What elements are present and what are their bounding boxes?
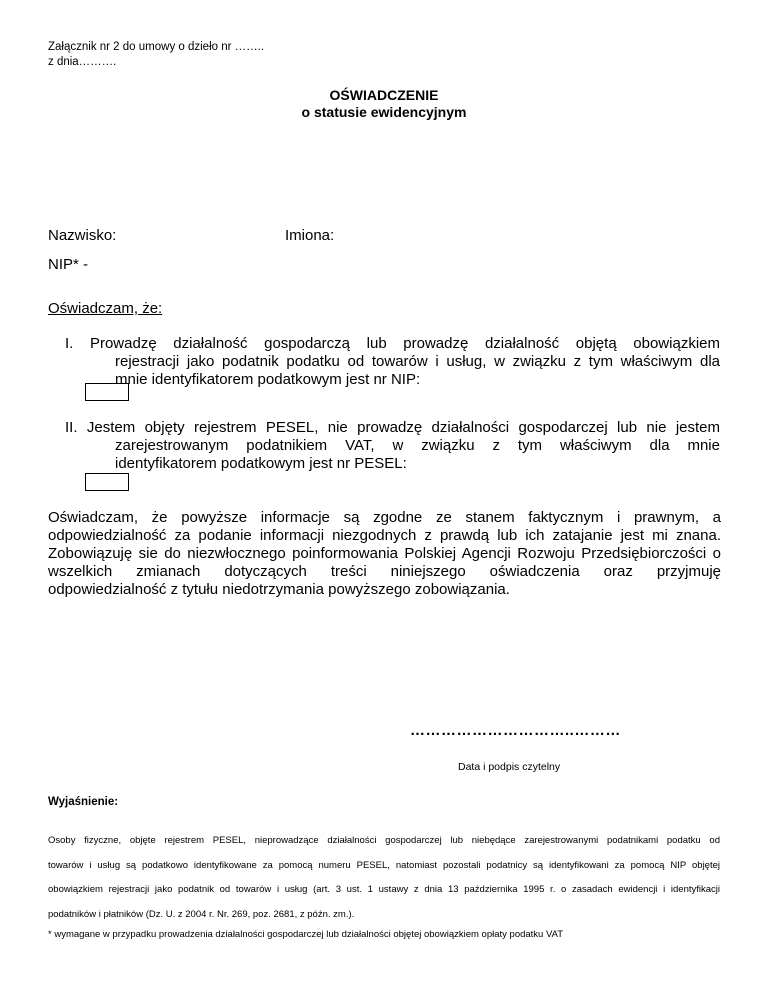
option-pesel (65, 419, 720, 473)
statement-line: Oświadczam, że powyższe informacje są zgodne ze stanem faktycznym i prawnym, a (48, 509, 721, 526)
option-nip-line: I. Prowadzę działalność gospodarczą lub prowadzę działalność objętą obowiązkiem (65, 335, 720, 352)
document-subtitle: o statusie ewidencyjnym (301, 104, 467, 120)
explanation-line: Osoby fizyczne, objęte rejestrem PESEL, nieprowadzące działalności gospodarczej lub niebędące zarejestrowanymi podatnikami podatku od (48, 835, 720, 846)
signature-line[interactable]: …………………………..……… (410, 722, 621, 739)
explanation-text (48, 829, 720, 928)
option-nip-line: rejestracji jako podatnik podatku od towarów i usług, w związku z tym właściwym dla (115, 353, 720, 370)
explanation-line: towarów i usług są podatkowo identyfikowane za pomocą numeru PESEL, natomiast pozostali podatnicy są identyfikowani za pomocą NIP objętej (48, 859, 720, 871)
document-title: OŚWIADCZENIE (329, 87, 439, 103)
statement-line: odpowiedzialność za podanie informacji niezgodnych z prawdą lub ich zatajanie jest mi znana. (48, 527, 721, 544)
nip-checkbox[interactable] (85, 383, 129, 401)
nip-label: NIP* - (48, 256, 89, 273)
statement-paragraph (48, 509, 721, 599)
annex-line: Załącznik nr 2 do umowy o dzieło nr …….. (48, 41, 265, 53)
signature-label: Data i podpis czytelny (458, 761, 561, 773)
explanation-title: Wyjaśnienie: (48, 796, 119, 808)
statement-line: Zobowiązuję sie do niezwłocznego poinformowania Polskiej Agencji Rozwoju Przedsiębiorczości o (48, 545, 721, 562)
option-pesel-line: zarejestrowanym podatnikiem VAT, w związku z tym właściwym dla mnie (115, 437, 720, 454)
explanation-line: podatników i płatników (Dz. U. z 2004 r. Nr. 269, poz. 2681, z późn. zm.). (48, 909, 355, 921)
statement-line: odpowiedzialność z tytułu niedotrzymania powyższego zobowiązania. (48, 581, 510, 598)
declaration-heading: Oświadczam, że: (48, 300, 163, 317)
option-pesel-line: identyfikatorem podatkowym jest nr PESEL: (115, 455, 407, 472)
option-nip-line: mnie identyfikatorem podatkowym jest nr NIP: (115, 371, 421, 388)
pesel-checkbox[interactable] (85, 473, 129, 491)
statement-line: wszelkich zmianach dotyczących treści niniejszego oświadczenia oraz przyjmuję (48, 563, 721, 580)
explanation-line: obowiązkiem rejestracji jako podatnik od towarów i usług (art. 3 ust. 1 ustawy z dnia 13 października 1995 r. o zasadach ewidencji i identyfikacji (48, 884, 720, 896)
first-names-label: Imiona: (285, 227, 335, 244)
surname-label: Nazwisko: (48, 227, 117, 244)
option-nip (65, 335, 720, 389)
option-pesel-line: II. Jestem objęty rejestrem PESEL, nie prowadzę działalności gospodarczej lub nie jestem (65, 419, 720, 436)
date-line: z dnia………. (48, 56, 117, 68)
footnote: * wymagane w przypadku prowadzenia działalności gospodarczej lub działalności objętej obowiązkiem opłaty podatku VAT (48, 929, 564, 940)
